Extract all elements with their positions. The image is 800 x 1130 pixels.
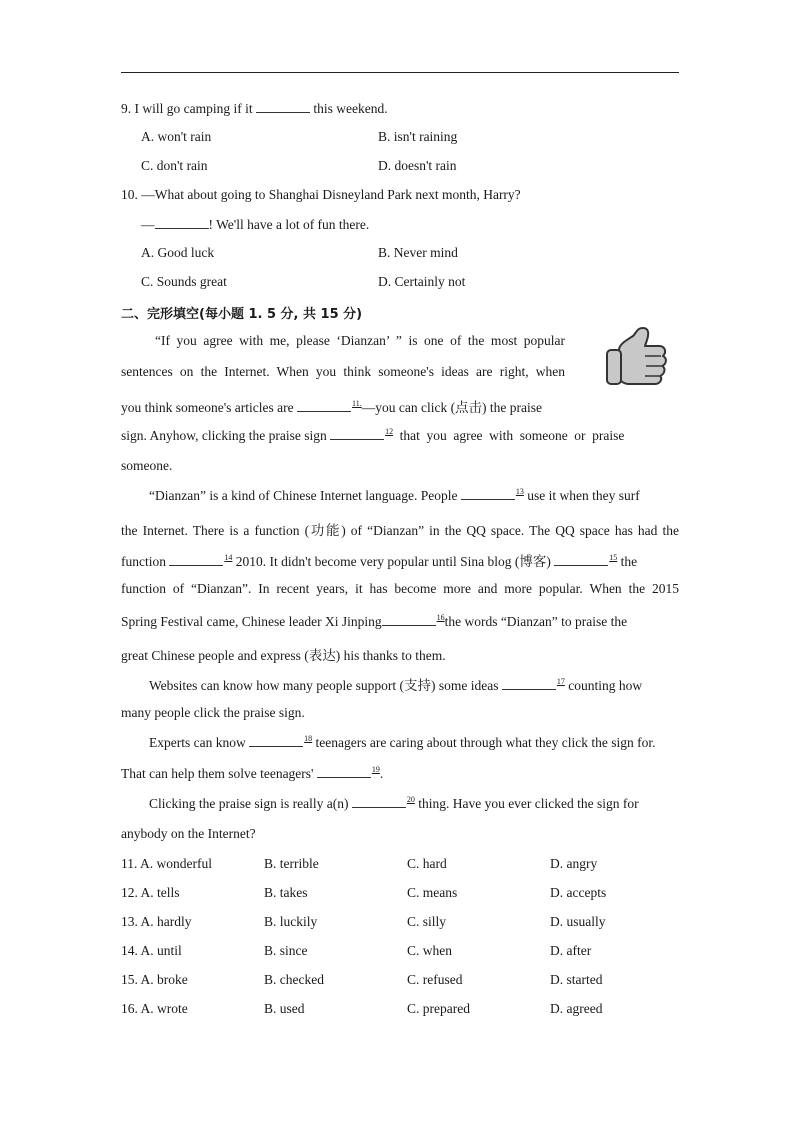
passage-text: 2010. It didn't become very popular until Sina blog (博客) [232,554,555,569]
question-10-option-c: C. Sounds great [141,274,227,289]
blank-number: 18 [304,734,313,743]
question-12-option-c: C. means [407,885,458,900]
passage-line [149,734,656,751]
passage-text: Experts can know [149,735,250,750]
question-9-stem-text-end: this weekend. [309,101,388,116]
question-14-option-c: C. when [407,943,452,958]
passage-text: sign. Anyhow, clicking the praise sign [121,428,331,443]
question-12-option-a: 12. A. tells [121,885,180,900]
question-10-reply [141,216,369,233]
cloze-blank-17[interactable] [502,677,556,690]
question-15-option-d: D. started [550,972,603,987]
passage-text: Clicking the praise sign is really a(n) [149,796,352,811]
question-12-option-b: B. takes [264,885,308,900]
cloze-blank-16[interactable] [382,613,436,626]
question-16-option-c: C. prepared [407,1001,470,1016]
passage-text: thing. Have you ever clicked the sign for [414,796,639,811]
blank-number: 13 [515,487,524,496]
question-14-option-b: B. since [264,943,308,958]
passage-line [121,765,383,782]
question-11-option-a: 11. A. wonderful [121,856,212,871]
passage-line: “If you agree with me, please ‘Dianzan’ ” is one of the most popular [155,333,565,348]
blank-number: 14 [224,553,233,562]
passage-text: Websites can know how many people support (支持) some ideas [149,678,502,693]
reply-dash: — [141,217,155,232]
passage-line: function of “Dianzan”. In recent years, it has become more and more popular. When the 2015 [121,581,679,596]
passage-text: teenagers are caring about through what they click the sign for. [312,735,656,750]
passage-line [149,674,642,694]
cloze-blank-19[interactable] [317,765,371,778]
question-12-option-d: D. accepts [550,885,607,900]
question-9-stem-text: 9. I will go camping if it [121,101,256,116]
passage-line: the Internet. There is a function (功能) of “Dianzan” in the QQ space. The QQ space has had the [121,523,679,538]
question-10-stem: 10. —What about going to Shanghai Disneyland Park next month, Harry? [121,187,521,202]
passage-text: counting how [564,678,643,693]
passage-text: the words “Dianzan” to praise the [444,614,628,629]
passage-line [121,613,627,630]
blank-number: 20 [406,795,415,804]
question-16-option-d: D. agreed [550,1001,603,1016]
question-10-option-a: A. Good luck [141,245,215,260]
cloze-blank-12[interactable] [330,427,384,440]
passage-text: use it when they surf [523,488,640,503]
cloze-blank-11[interactable] [297,399,351,412]
passage-line: great Chinese people and express (表达) his thanks to them. [121,648,446,663]
passage-line [149,487,640,504]
cloze-passage [121,333,679,843]
blank-number: 17 [556,677,565,686]
question-13-option-b: B. luckily [264,914,318,929]
question-15-option-b: B. checked [264,972,324,987]
question-14-option-d: D. after [550,943,592,958]
passage-text: . [379,766,384,781]
passage-line: many people click the praise sign. [121,705,305,720]
question-10-option-b: B. Never mind [378,245,458,260]
question-11-option-b: B. terrible [264,856,319,871]
question-13-option-a: 13. A. hardly [121,914,192,929]
passage-line [121,396,542,416]
section-heading: 二、完形填空(每小题 1. 5 分, 共 15 分) [121,307,363,322]
answer-blank[interactable] [256,100,310,113]
question-9-option-c: C. don't rain [141,158,208,173]
cloze-blank-15[interactable] [554,553,608,566]
question-9-option-d: D. doesn't rain [378,158,457,173]
question-15-option-c: C. refused [407,972,463,987]
question-13-option-c: C. silly [407,914,447,929]
passage-line [121,550,637,570]
passage-line [121,427,624,444]
reply-text: ! We'll have a lot of fun there. [208,217,370,232]
blank-number: 19 [371,765,380,774]
passage-text: that you agree with someone or praise [393,428,625,443]
passage-text: you can click (点击) the praise [375,400,543,415]
passage-text: function [121,554,170,569]
blank-number: 12 [385,427,394,436]
passage-text: Spring Festival came, Chinese leader Xi Jinping [121,614,382,629]
blank-number: 15 [609,553,618,562]
passage-dash: — [361,400,376,415]
cloze-blank-13[interactable] [461,487,515,500]
question-11-option-c: C. hard [407,856,447,871]
passage-text: That can help them solve teenagers' [121,766,317,781]
question-10-option-d: D. Certainly not [378,274,466,289]
question-16-option-b: B. used [264,1001,305,1016]
passage-line [149,795,639,812]
question-9-option-a: A. won't rain [141,129,212,144]
blank-number: 16 [436,613,445,622]
blank-number: 11. [352,399,362,408]
cloze-blank-18[interactable] [249,734,303,747]
question-9-stem [121,100,388,117]
passage-line: anybody on the Internet? [121,826,256,841]
question-13-option-d: D. usually [550,914,606,929]
cloze-blank-14[interactable] [169,553,223,566]
passage-text: “Dianzan” is a kind of Chinese Internet language. People [149,488,461,503]
answer-blank[interactable] [155,216,209,229]
passage-text: you think someone's articles are [121,400,298,415]
question-9-option-b: B. isn't raining [378,129,458,144]
question-15-option-a: 15. A. broke [121,972,188,987]
passage-text: the [617,554,638,569]
question-14-option-a: 14. A. until [121,943,182,958]
passage-line: someone. [121,458,173,473]
cloze-blank-20[interactable] [352,795,406,808]
header-rule [121,72,679,73]
question-11-option-d: D. angry [550,856,598,871]
passage-line: sentences on the Internet. When you think someone's ideas are right, when [121,364,565,379]
question-16-option-a: 16. A. wrote [121,1001,188,1016]
